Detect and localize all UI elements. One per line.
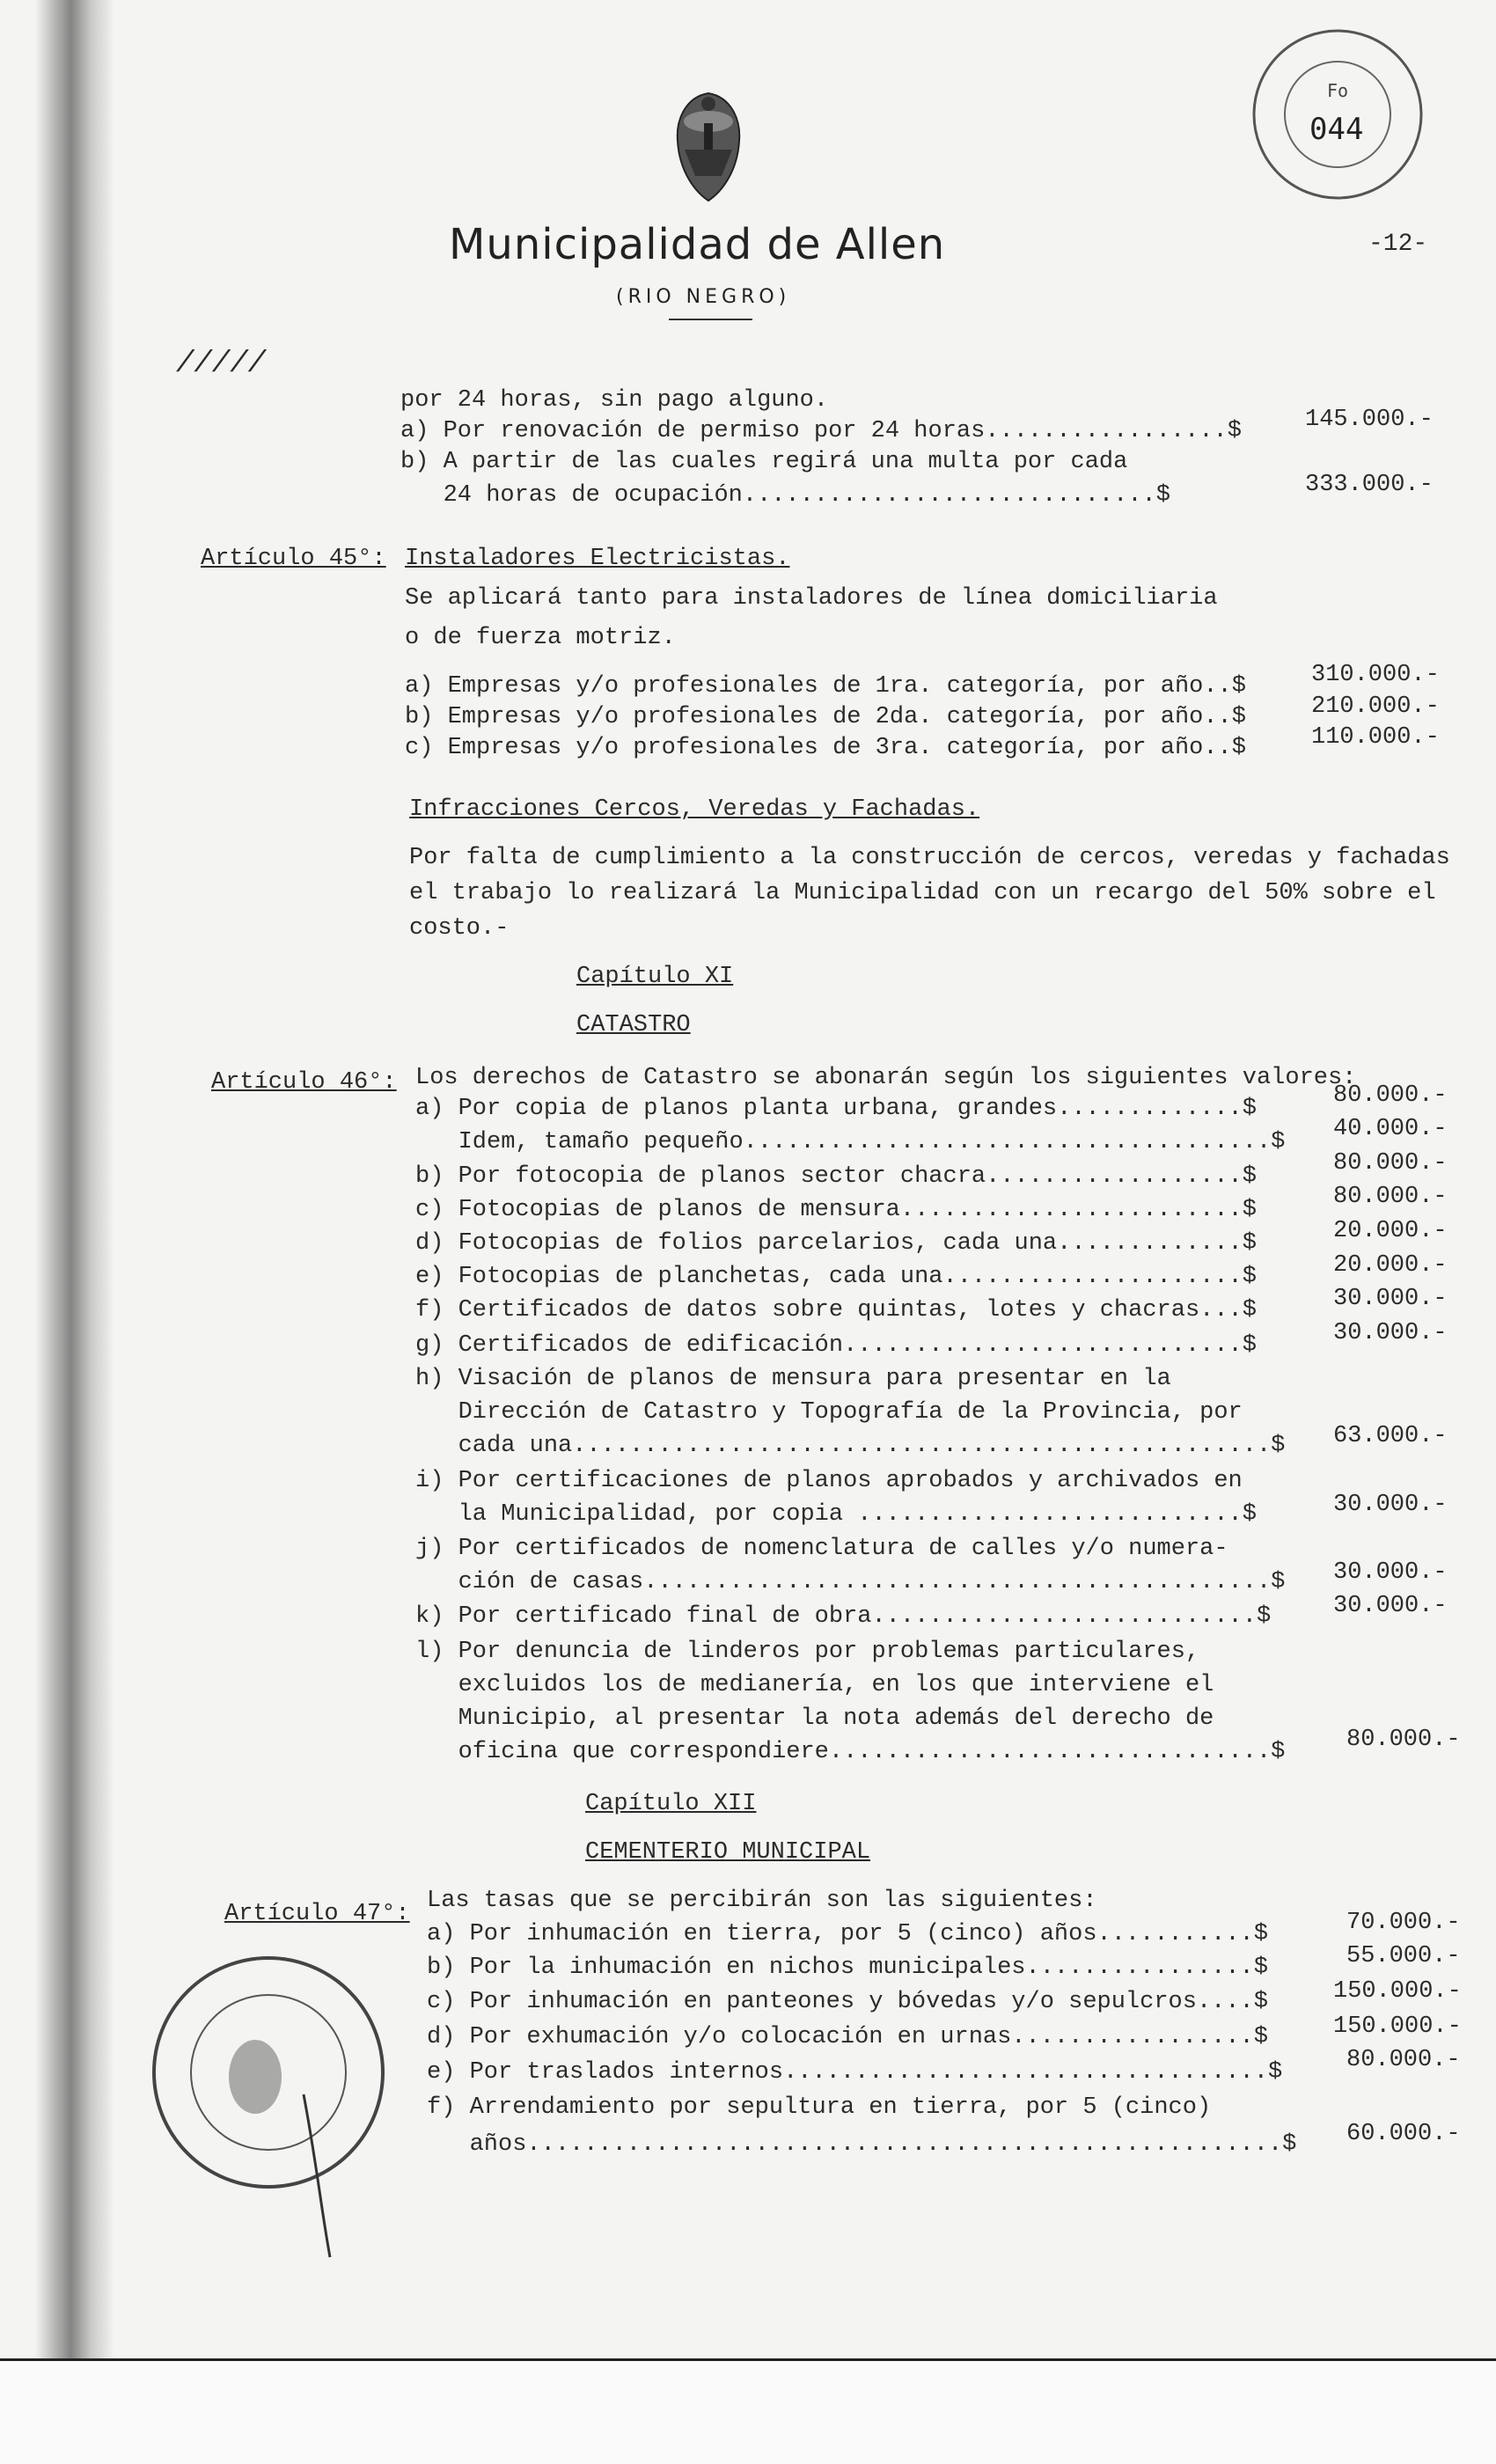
- amount: 30.000.-: [1333, 1320, 1448, 1346]
- text-line: f) Certificados de datos sobre quintas, lotes y chacras...$: [415, 1297, 1257, 1324]
- header-subtitle: (RIO NEGRO): [616, 286, 791, 308]
- text-line: Dirección de Catastro y Topografía de la Provincia, por: [415, 1399, 1243, 1426]
- coat-of-arms-icon: [669, 88, 748, 211]
- chapter-heading: Capítulo XII: [585, 1791, 757, 1817]
- text-line: b) Por fotocopia de planos sector chacra..................$: [415, 1163, 1257, 1190]
- text-line: k) Por certificado final de obra...........................$: [415, 1603, 1272, 1630]
- text-line: Municipio, al presentar la nota además del derecho de: [415, 1705, 1214, 1732]
- amount: 80.000.-: [1333, 1082, 1448, 1109]
- amount: 70.000.-: [1346, 1910, 1461, 1936]
- text-line: años.....................................................$: [427, 2131, 1297, 2158]
- text-line: Los derechos de Catastro se abonarán según los siguientes valores:: [415, 1065, 1357, 1091]
- text-line: oficina que correspondiere...............................$: [415, 1739, 1286, 1765]
- text-line: b) Por la inhumación en nichos municipales................$: [427, 1954, 1268, 1981]
- text-line: la Municipalidad, por copia ...........................$: [415, 1501, 1257, 1528]
- header-title: Municipalidad de Allen: [449, 220, 946, 269]
- text-line: el trabajo lo realizará la Municipalidad con un recargo del 50% sobre el: [409, 880, 1436, 906]
- text-line: a) Empresas y/o profesionales de 1ra. categoría, por año..$: [405, 673, 1246, 700]
- article-label: Artículo 47°:: [224, 1901, 410, 1927]
- amount: 80.000.-: [1333, 1184, 1448, 1210]
- text-line: o de fuerza motriz.: [405, 625, 676, 651]
- folio-number: 044: [1309, 112, 1364, 147]
- municipal-seal: [145, 1910, 392, 2262]
- article-label: Artículo 46°:: [211, 1069, 397, 1096]
- amount: 20.000.-: [1333, 1218, 1448, 1244]
- text-line: e) Por traslados internos..................................$: [427, 2059, 1283, 2086]
- amount: 210.000.-: [1311, 693, 1440, 720]
- text-line: c) Empresas y/o profesionales de 3ra. categoría, por año..$: [405, 735, 1246, 761]
- amount: 150.000.-: [1333, 2013, 1462, 2040]
- amount: 110.000.-: [1311, 724, 1440, 751]
- text-line: d) Fotocopias de folios parcelarios, cada una.............$: [415, 1230, 1257, 1257]
- page-bottom-area: [0, 2361, 1496, 2464]
- text-line: b) Empresas y/o profesionales de 2da. categoría, por año..$: [405, 704, 1246, 730]
- amount: 55.000.-: [1346, 1943, 1461, 1969]
- text-line: 24 horas de ocupación.............................$: [400, 482, 1170, 509]
- text-line: por 24 horas, sin pago alguno.: [400, 387, 829, 414]
- text-line: b) A partir de las cuales regirá una multa por cada: [400, 449, 1128, 475]
- amount: 333.000.-: [1305, 472, 1434, 498]
- text-line: c) Por inhumación en panteones y bóvedas y/o sepulcros....$: [427, 1989, 1268, 2015]
- text-line: a) Por renovación de permiso por 24 horas.................$: [400, 418, 1242, 444]
- folio-stamp: [1232, 26, 1443, 202]
- continuation-mark: /////: [176, 348, 267, 381]
- page-number: -12-: [1368, 231, 1428, 258]
- scan-binding-shadow: [35, 0, 114, 2376]
- text-line: e) Fotocopias de planchetas, cada una.....................$: [415, 1264, 1257, 1290]
- text-line: h) Visación de planos de mensura para presentar en la: [415, 1366, 1171, 1392]
- section-heading: Instaladores Electricistas.: [405, 546, 790, 572]
- text-line: g) Certificados de edificación............................$: [415, 1332, 1257, 1359]
- text-line: ción de casas............................................$: [415, 1569, 1286, 1595]
- text-line: Por falta de cumplimiento a la construcción de cercos, veredas y fachadas: [409, 845, 1450, 871]
- chapter-title: CEMENTERIO MUNICIPAL: [585, 1839, 871, 1866]
- section-heading: Infracciones Cercos, Veredas y Fachadas.: [409, 796, 980, 823]
- text-line: excluidos los de medianería, en los que interviene el: [415, 1672, 1214, 1698]
- amount: 145.000.-: [1305, 407, 1434, 433]
- folio-label: Fo: [1327, 80, 1349, 101]
- amount: 30.000.-: [1333, 1559, 1448, 1586]
- text-line: costo.-: [409, 915, 510, 942]
- subtitle-underline: [669, 319, 752, 320]
- text-line: f) Arrendamiento por sepultura en tierra, por 5 (cinco): [427, 2094, 1212, 2121]
- text-line: i) Por certificaciones de planos aprobados y archivados en: [415, 1468, 1243, 1494]
- amount: 310.000.-: [1311, 662, 1440, 688]
- amount: 63.000.-: [1333, 1423, 1448, 1449]
- amount: 80.000.-: [1346, 1727, 1461, 1753]
- text-line: c) Fotocopias de planos de mensura........................$: [415, 1197, 1257, 1223]
- text-line: d) Por exhumación y/o colocación en urnas.................$: [427, 2024, 1268, 2050]
- text-line: a) Por inhumación en tierra, por 5 (cinco) años...........$: [427, 1921, 1268, 1947]
- chapter-title: CATASTRO: [576, 1012, 691, 1038]
- amount: 80.000.-: [1333, 1150, 1448, 1177]
- text-line: Idem, tamaño pequeño.....................................$: [415, 1129, 1286, 1155]
- amount: 60.000.-: [1346, 2121, 1461, 2147]
- text-line: Se aplicará tanto para instaladores de línea domiciliaria: [405, 585, 1218, 612]
- text-line: l) Por denuncia de linderos por problemas particulares,: [415, 1639, 1200, 1665]
- amount: 30.000.-: [1333, 1593, 1448, 1619]
- amount: 40.000.-: [1333, 1116, 1448, 1142]
- amount: 20.000.-: [1333, 1252, 1448, 1279]
- text-line: a) Por copia de planos planta urbana, grandes.............$: [415, 1096, 1257, 1122]
- article-label: Artículo 45°:: [201, 546, 386, 572]
- amount: 150.000.-: [1333, 1978, 1462, 2005]
- text-line: j) Por certificados de nomenclatura de calles y/o numera-: [415, 1536, 1228, 1562]
- amount: 30.000.-: [1333, 1492, 1448, 1518]
- text-line: Las tasas que se percibirán son las siguientes:: [427, 1888, 1097, 1914]
- text-line: cada una.................................................$: [415, 1433, 1286, 1459]
- chapter-heading: Capítulo XI: [576, 964, 734, 990]
- amount: 80.000.-: [1346, 2047, 1461, 2073]
- amount: 30.000.-: [1333, 1286, 1448, 1312]
